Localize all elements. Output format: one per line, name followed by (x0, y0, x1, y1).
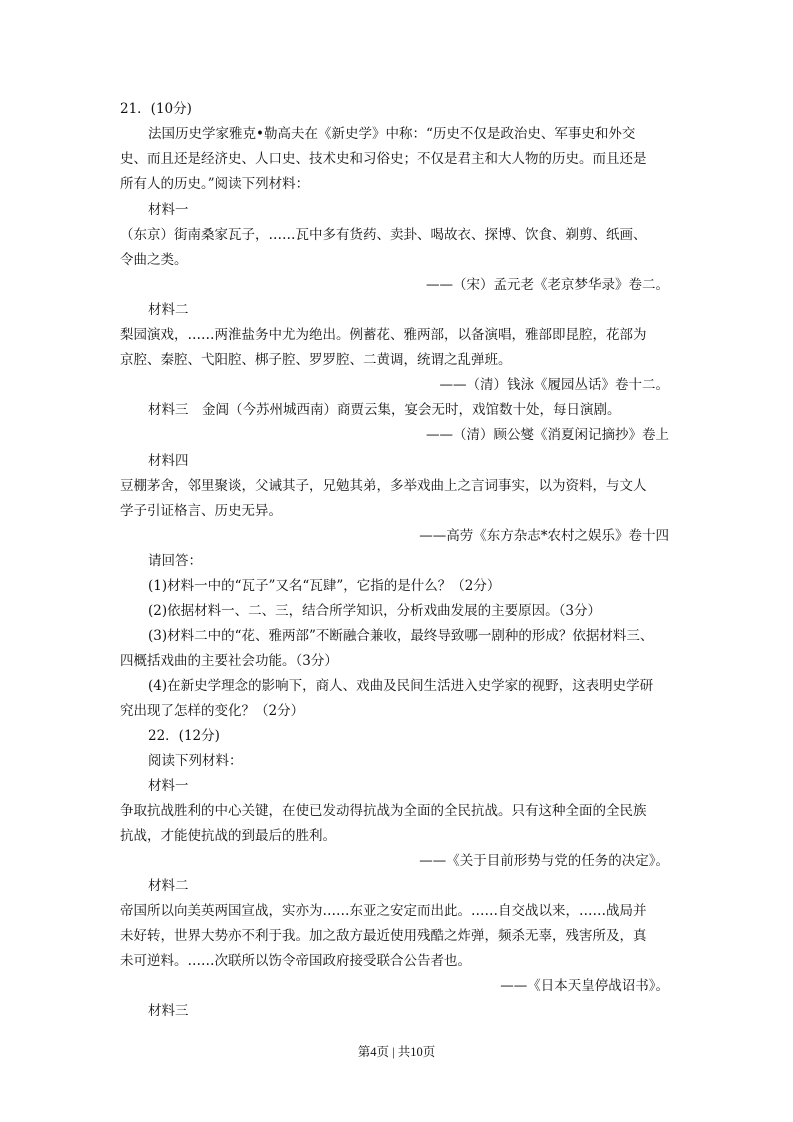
q21-material-2-line-2: 京腔、秦腔、弋阳腔、梆子腔、罗罗腔、二黄调，统谓之乱弹班。 (120, 352, 512, 368)
q21-question-4-line-2: 究出现了怎样的变化？（2分） (120, 703, 305, 719)
q22-material-1-line-2: 抗战，才能使抗战的到最后的胜利。 (120, 828, 336, 844)
q21-material-4-line-1: 豆棚茅舍，邻里聚谈，父诫其子，兄勉其弟，多举戏曲上之言词事实，以为资料，与文人 (120, 478, 647, 494)
q21-material-1-line-1: （东京）街南桑家瓦子，……瓦中多有货药、卖卦、喝故衣、探博、饮食、剃剪、纸画、 (120, 227, 647, 243)
q21-material-1-title: 材料一 (148, 202, 189, 218)
q21-intro-line-1: 法国历史学家雅克•勒高夫在《新史学》中称：“历史不仅是政治史、军事史和外交 (148, 126, 636, 142)
q21-material-3-text: 材料三 金阊（今苏州城西南）商贾云集，宴会无时，戏馆数十处，每日演剧。 (148, 402, 621, 418)
page-footer: 第4页 | 共10页 (357, 1045, 436, 1059)
q21-material-2-title: 材料二 (148, 302, 189, 318)
q22-material-2-line-3: 未可逆料。……次联所以饬令帝国政府接受联合公告者也。 (120, 953, 471, 969)
q22-prompt: 阅读下列材料： (148, 753, 243, 769)
q21-material-1-line-2: 令曲之类。 (120, 252, 188, 268)
q22-material-2-source: ——《日本天皇停战诏书》。 (500, 978, 669, 994)
q21-intro-line-2: 史、而且还是经济史、人口史、技术史和习俗史；不仅是君主和大人物的历史。而且还是 (120, 151, 647, 167)
q21-question-4-line-1: (4)在新史学理念的影响下，商人、戏曲及民间生活进入史学家的视野，这表明史学研 (148, 678, 654, 694)
q22-material-1-line-1: 争取抗战胜利的中心关键，在使已发动得抗战为全面的全民抗战。只有这种全面的全民族 (120, 803, 647, 819)
q21-material-2-line-1: 梨园演戏，……两淮盐务中尤为绝出。例蓄花、雅两部，以备演唱，雅部即昆腔，花部为 (120, 327, 647, 343)
question-22-header: 22．(12分) (148, 728, 220, 744)
q22-material-1-source: ——《关于目前形势与党的任务的决定》。 (419, 853, 669, 869)
q21-material-4-title: 材料四 (148, 453, 189, 469)
q21-prompt: 请回答： (148, 553, 202, 569)
q21-material-2-source: ——（清）钱泳《履园丛话》卷十二。 (439, 377, 669, 393)
q21-material-4-source: ——高劳《东方杂志*农村之娱乐》卷十四 (419, 528, 669, 544)
q21-question-3-line-1: (3)材料二中的“花、雅两部”不断融合兼收，最终导致哪一剧种的形成？依据材料三、 (148, 628, 654, 644)
q21-question-2: (2)依据材料一、二、三，结合所学知识，分析戏曲发展的主要原因。（3分） (148, 603, 601, 619)
q22-material-2-title: 材料二 (148, 878, 189, 894)
q21-material-3-source: ——（清）顾公燮《消夏闲记摘抄》卷上 (426, 427, 669, 443)
q22-material-2-line-1: 帝国所以向美英两国宣战，实亦为……东亚之安定而出此。……自交战以来，……战局并 (120, 903, 647, 919)
q22-material-1-title: 材料一 (148, 778, 189, 794)
q21-intro-line-3: 所有人的历史。”阅读下列材料： (120, 176, 310, 192)
q21-question-1: (1)材料一中的“瓦子”又名“瓦肆”，它指的是什么？（2分） (148, 578, 501, 594)
q21-question-3-line-2: 四概括戏曲的主要社会功能。（3分） (120, 653, 338, 669)
q21-material-1-source: ——（宋）孟元老《老京梦华录》卷二。 (426, 277, 669, 293)
q21-material-4-line-2: 学子引证格言、历史无异。 (120, 503, 282, 519)
q22-material-3-title: 材料三 (148, 1003, 189, 1019)
q22-material-2-line-2: 未好转，世界大势亦不利于我。加之敌方最近使用残酷之炸弹，频杀无辜，残害所及，真 (120, 928, 647, 944)
question-21-header: 21．(10分) (120, 101, 192, 117)
